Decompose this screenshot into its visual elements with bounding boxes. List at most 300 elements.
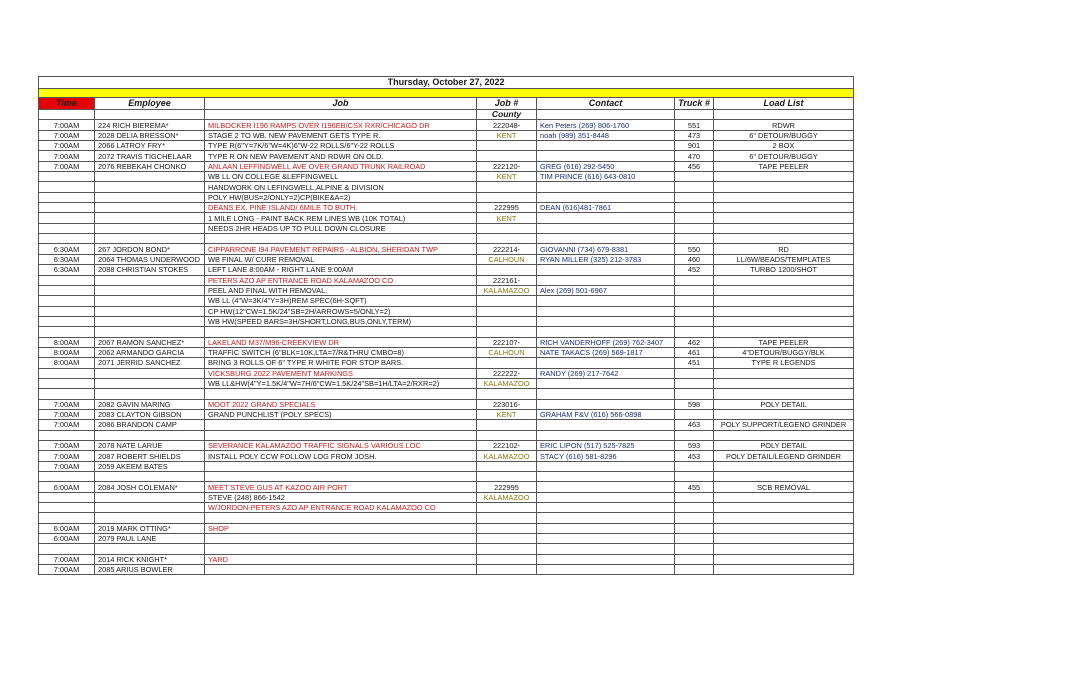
contact-cell [537, 296, 675, 306]
time-cell [39, 285, 95, 295]
truck-cell: 470 [675, 151, 714, 161]
job-cell: GRAND PUNCHLIST (POLY SPECS) [205, 409, 477, 419]
job-cell: TRAFFIC SWITCH (6"BLK=10K,LTA=7/R&THRU CMBO=8) [205, 347, 477, 357]
time-cell: 7:00AM [39, 399, 95, 409]
truck-cell: 551 [675, 120, 714, 130]
truck-cell [675, 544, 714, 554]
job-cell: WB LL ON COLLEGE &LEFFINGWELL [205, 172, 477, 182]
table-row [39, 523, 854, 533]
time-cell [39, 223, 95, 233]
column-header-time: Time [39, 98, 95, 110]
truck-cell [675, 503, 714, 513]
truck-cell: 451 [675, 358, 714, 368]
employee-cell [95, 223, 205, 233]
load-list-cell: POLY DETAIL [714, 441, 854, 451]
load-list-cell [714, 461, 854, 471]
employee-cell: 2072 TRAVIS TIGCHELAAR [95, 151, 205, 161]
job-number-cell: KENT [477, 213, 537, 223]
employee-cell: 2019 MARK OTTING* [95, 523, 205, 533]
job-cell [205, 461, 477, 471]
job-cell: SHOP [205, 523, 477, 533]
job-cell: TYPE R ON NEW PAVEMENT AND RDWR ON OLD. [205, 151, 477, 161]
contact-cell [537, 265, 675, 275]
job-number-cell: KENT [477, 130, 537, 140]
employee-cell [95, 378, 205, 388]
load-list-cell: POLY DETAIL [714, 399, 854, 409]
employee-cell [95, 285, 205, 295]
time-cell: 6:30AM [39, 254, 95, 264]
time-cell [39, 296, 95, 306]
truck-cell [675, 368, 714, 378]
table-row [39, 192, 854, 202]
table-row [39, 461, 854, 471]
time-cell [39, 503, 95, 513]
table-row [39, 347, 854, 357]
table-row [39, 161, 854, 171]
job-number-cell: CALHOUN [477, 347, 537, 357]
contact-cell: GIOVANNI (734) 679-8381 [537, 244, 675, 254]
contact-cell: noah (989) 351-8448 [537, 130, 675, 140]
time-cell [39, 234, 95, 244]
contact-cell [537, 151, 675, 161]
contact-cell [537, 565, 675, 575]
contact-cell [537, 492, 675, 502]
employee-cell: 2083 CLAYTON GIBSON [95, 409, 205, 419]
job-cell: W/JORDON-PETERS AZO AP ENTRANCE ROAD KALAMAZOO CO [205, 503, 477, 513]
employee-cell: 2028 DELIA BRESSON* [95, 130, 205, 140]
job-number-cell [477, 358, 537, 368]
table-row [39, 399, 854, 409]
employee-cell: 2087 ROBERT SHIELDS [95, 451, 205, 461]
employee-cell [95, 192, 205, 202]
truck-cell [675, 234, 714, 244]
load-list-cell: RDWR [714, 120, 854, 130]
job-cell: INSTALL POLY CCW FOLLOW LOG FROM JOSH. [205, 451, 477, 461]
job-cell: LAKELAND M37/M96-CREEKVIEW DR [205, 337, 477, 347]
truck-cell [675, 461, 714, 471]
table-row [39, 368, 854, 378]
contact-cell [537, 534, 675, 544]
job-cell [205, 544, 477, 554]
job-number-cell [477, 141, 537, 151]
job-number-cell: 222214- [477, 244, 537, 254]
load-list-cell: 6" DETOUR/BUGGY [714, 130, 854, 140]
truck-cell [675, 275, 714, 285]
load-list-cell: POLY DETAIL/LEGEND GRINDER [714, 451, 854, 461]
truck-cell: 462 [675, 337, 714, 347]
table-row [39, 389, 854, 399]
truck-cell [675, 213, 714, 223]
contact-cell [537, 399, 675, 409]
truck-cell [675, 378, 714, 388]
job-number-cell [477, 461, 537, 471]
truck-cell [675, 182, 714, 192]
employee-cell: 2071 JERRID SANCHEZ [95, 358, 205, 368]
contact-cell: DEAN (616)481-7861 [537, 203, 675, 213]
job-number-cell [477, 554, 537, 564]
truck-cell [675, 192, 714, 202]
table-row [39, 141, 854, 151]
time-cell: 7:00AM [39, 451, 95, 461]
employee-cell: 2059 AKEEM BATES [95, 461, 205, 471]
job-number-cell: 222048- [477, 120, 537, 130]
time-cell: 7:00AM [39, 161, 95, 171]
job-number-cell [477, 182, 537, 192]
employee-cell: 2062 ARMANDO GARCIA [95, 347, 205, 357]
truck-cell: 550 [675, 244, 714, 254]
employee-cell: 2084 JOSH COLEMAN* [95, 482, 205, 492]
load-list-cell [714, 306, 854, 316]
time-cell [39, 327, 95, 337]
table-row [39, 203, 854, 213]
truck-cell [675, 472, 714, 482]
time-cell: 7:00AM [39, 130, 95, 140]
table-row [39, 327, 854, 337]
truck-cell: 455 [675, 482, 714, 492]
load-list-cell [714, 182, 854, 192]
job-number-cell [477, 306, 537, 316]
job-number-cell: KALAMAZOO [477, 492, 537, 502]
truck-cell [675, 172, 714, 182]
job-cell: HANDWORK ON LEFINGWELL,ALPINE & DIVISION [205, 182, 477, 192]
job-cell [205, 430, 477, 440]
truck-cell [675, 554, 714, 564]
employee-cell [95, 472, 205, 482]
contact-cell [537, 378, 675, 388]
truck-cell: 456 [675, 161, 714, 171]
table-row [39, 296, 854, 306]
truck-cell [675, 306, 714, 316]
contact-cell [537, 223, 675, 233]
load-list-cell [714, 409, 854, 419]
truck-cell [675, 534, 714, 544]
time-cell: 7:00AM [39, 151, 95, 161]
load-list-cell: POLY SUPPORT/LEGEND GRINDER [714, 420, 854, 430]
job-number-cell [477, 544, 537, 554]
contact-cell [537, 182, 675, 192]
contact-cell [537, 503, 675, 513]
table-row [39, 358, 854, 368]
job-cell: CP HW(12"CW=1.5K/24"SB=2H/ARROWS=5/ONLY=2) [205, 306, 477, 316]
job-number-cell: CALHOUN [477, 254, 537, 264]
load-list-cell: SCB REMOVAL [714, 482, 854, 492]
table-row [39, 503, 854, 513]
job-number-cell: 223016- [477, 399, 537, 409]
time-cell [39, 544, 95, 554]
contact-cell: GREG (616) 292-5450 [537, 161, 675, 171]
table-row [39, 441, 854, 451]
schedule-table [38, 76, 854, 575]
truck-cell [675, 523, 714, 533]
load-list-cell [714, 565, 854, 575]
time-cell [39, 472, 95, 482]
truck-cell [675, 492, 714, 502]
load-list-cell [714, 275, 854, 285]
time-cell [39, 213, 95, 223]
job-number-cell [477, 265, 537, 275]
time-cell [39, 275, 95, 285]
time-cell: 7:00AM [39, 441, 95, 451]
job-cell: TYPE R(6"Y=7K/6"W=4K)6"W-22 ROLLS/6"Y-22 ROLLS [205, 141, 477, 151]
truck-cell [675, 296, 714, 306]
time-cell: 6:30AM [39, 244, 95, 254]
contact-cell [537, 513, 675, 523]
job-cell [205, 513, 477, 523]
job-number-cell: 222222- [477, 368, 537, 378]
job-cell: WB LL&HW(4"Y=1.5K/4"W=7H/6"CW=1.5K/24"SB=1H/LTA=2/RXR=2) [205, 378, 477, 388]
employee-cell: 2082 GAVIN MARING [95, 399, 205, 409]
job-cell: STAGE 2 TO WB. NEW PAVEMENT GETS TYPE R. [205, 130, 477, 140]
time-cell: 6:00AM [39, 523, 95, 533]
column-header-employee: Employee [95, 98, 205, 110]
job-cell: DEANS EX. PINE ISLAND/ 6MILE TO BUTH. [205, 203, 477, 213]
table-row [39, 513, 854, 523]
load-list-cell [714, 192, 854, 202]
column-header-county: County [477, 110, 537, 120]
job-cell [205, 565, 477, 575]
contact-cell [537, 523, 675, 533]
employee-cell: 2088 CHRISTIAN STOKES [95, 265, 205, 275]
column-header-load-list: Load List [714, 98, 854, 110]
job-number-cell: 222995 [477, 482, 537, 492]
employee-cell [95, 182, 205, 192]
job-cell: SEVERANCE KALAMAZOO TRAFFIC SIGNALS VARIOUS LOC [205, 441, 477, 451]
employee-cell: 2076 REBEKAH CHONKO [95, 161, 205, 171]
title-row [39, 77, 854, 89]
job-cell: PEEL AND FINAL WITH REMOVAL. [205, 285, 477, 295]
job-number-cell: 222120- [477, 161, 537, 171]
time-cell: 7:00AM [39, 554, 95, 564]
job-cell: YARD [205, 554, 477, 564]
table-row [39, 244, 854, 254]
employee-cell [95, 275, 205, 285]
employee-cell [95, 172, 205, 182]
employee-cell [95, 513, 205, 523]
county-subheader-row [39, 110, 854, 120]
job-cell: BRING 3 ROLLS OF 6" TYPE R WHITE FOR STOP BARS. [205, 358, 477, 368]
table-row [39, 378, 854, 388]
job-cell: MOOT 2022 GRAND SPECIALS [205, 399, 477, 409]
load-list-cell [714, 503, 854, 513]
job-cell: WB HW(SPEED BARS=3H/SHORT,LONG,BUS,ONLY,TERM) [205, 316, 477, 326]
time-cell: 7:00AM [39, 141, 95, 151]
job-cell [205, 234, 477, 244]
truck-cell [675, 327, 714, 337]
job-cell [205, 327, 477, 337]
table-row [39, 472, 854, 482]
load-list-cell: LL/6W/BEADS/TEMPLATES [714, 254, 854, 264]
yellow-banner [39, 89, 854, 98]
table-row [39, 316, 854, 326]
job-number-cell [477, 503, 537, 513]
job-cell [205, 420, 477, 430]
job-number-cell [477, 234, 537, 244]
employee-cell [95, 203, 205, 213]
job-number-cell [477, 192, 537, 202]
time-cell: 8:00AM [39, 347, 95, 357]
table-row [39, 565, 854, 575]
truck-cell [675, 565, 714, 575]
column-header-truck: Truck # [675, 98, 714, 110]
contact-cell: ERIC LIPON (517) 525-7825 [537, 441, 675, 451]
job-cell: NEEDS 2HR HEADS UP TO PULL DOWN CLOSURE [205, 223, 477, 233]
job-number-cell: KENT [477, 409, 537, 419]
contact-cell [537, 461, 675, 471]
contact-cell [537, 192, 675, 202]
load-list-cell [714, 316, 854, 326]
employee-cell [95, 389, 205, 399]
job-number-cell: 222102- [477, 441, 537, 451]
employee-cell: 2085 ARIUS BOWLER [95, 565, 205, 575]
employee-cell [95, 234, 205, 244]
time-cell: 6:00AM [39, 534, 95, 544]
time-cell: 7:00AM [39, 120, 95, 130]
load-list-cell [714, 213, 854, 223]
table-row [39, 492, 854, 502]
job-number-cell [477, 223, 537, 233]
employee-cell [95, 544, 205, 554]
job-number-cell: KENT [477, 172, 537, 182]
time-cell [39, 316, 95, 326]
contact-cell: RYAN MILLER (325) 212-3783 [537, 254, 675, 264]
table-row [39, 265, 854, 275]
load-list-cell: 6" DETOUR/BUGGY [714, 151, 854, 161]
contact-cell: NATE TAKACS (269) 569-1817 [537, 347, 675, 357]
employee-cell [95, 316, 205, 326]
job-number-cell [477, 472, 537, 482]
employee-cell: 2064 THOMAS UNDERWOOD [95, 254, 205, 264]
load-list-cell: RD [714, 244, 854, 254]
job-number-cell [477, 523, 537, 533]
employee-cell: 2086 BRANDON CAMP [95, 420, 205, 430]
contact-cell [537, 234, 675, 244]
load-list-cell [714, 430, 854, 440]
time-cell: 6:30AM [39, 265, 95, 275]
table-row [39, 151, 854, 161]
job-cell [205, 389, 477, 399]
table-row [39, 451, 854, 461]
load-list-cell: 4"DETOUR/BUGGY/BLK [714, 347, 854, 357]
load-list-cell [714, 234, 854, 244]
time-cell [39, 389, 95, 399]
job-number-cell [477, 296, 537, 306]
employee-cell [95, 327, 205, 337]
contact-cell [537, 141, 675, 151]
table-row [39, 554, 854, 564]
job-cell: CIPPARRONE I94 PAVEMENT REPAIRS - ALBION, SHERIDAN TWP [205, 244, 477, 254]
job-number-cell [477, 565, 537, 575]
job-number-cell [477, 420, 537, 430]
time-cell [39, 306, 95, 316]
truck-cell [675, 285, 714, 295]
contact-cell [537, 472, 675, 482]
contact-cell [537, 358, 675, 368]
job-cell: VICKSBURG 2022 PAVEMENT MARKINGS [205, 368, 477, 378]
employee-cell [95, 368, 205, 378]
table-row [39, 234, 854, 244]
employee-cell: 224 RICH BIEREMA* [95, 120, 205, 130]
table-row [39, 223, 854, 233]
time-cell: 7:00AM [39, 420, 95, 430]
time-cell [39, 378, 95, 388]
table-row [39, 285, 854, 295]
truck-cell [675, 203, 714, 213]
load-list-cell [714, 472, 854, 482]
job-number-cell [477, 151, 537, 161]
contact-cell: STACY (616) 581-8296 [537, 451, 675, 461]
table-row [39, 130, 854, 140]
table-row [39, 120, 854, 130]
table-row [39, 172, 854, 182]
truck-cell [675, 223, 714, 233]
job-number-cell: KALAMAZOO [477, 285, 537, 295]
contact-cell: RANDY (269) 217-7642 [537, 368, 675, 378]
job-number-cell [477, 389, 537, 399]
time-cell [39, 430, 95, 440]
load-list-cell [714, 389, 854, 399]
contact-cell [537, 554, 675, 564]
contact-cell: Ken Peters (269) 806-1760 [537, 120, 675, 130]
table-row [39, 306, 854, 316]
employee-cell [95, 492, 205, 502]
time-cell [39, 492, 95, 502]
load-list-cell [714, 203, 854, 213]
table-row [39, 254, 854, 264]
column-header-job: Job [205, 98, 477, 110]
contact-cell [537, 316, 675, 326]
contact-cell: TIM PRINCE (616) 643-0810 [537, 172, 675, 182]
contact-cell [537, 275, 675, 285]
truck-cell: 453 [675, 451, 714, 461]
column-header-row [39, 98, 854, 110]
time-cell [39, 368, 95, 378]
load-list-cell: TAPE PEELER [714, 161, 854, 171]
load-list-cell [714, 544, 854, 554]
contact-cell [537, 306, 675, 316]
table-row [39, 182, 854, 192]
time-cell [39, 172, 95, 182]
job-number-cell: 222161- [477, 275, 537, 285]
employee-cell: 2079 PAUL LANE [95, 534, 205, 544]
job-number-cell: 222995 [477, 203, 537, 213]
job-cell: POLY HW(BUS=2/ONLY=2)CP(BIKE&A=2) [205, 192, 477, 202]
truck-cell: 473 [675, 130, 714, 140]
employee-cell: 267 JORDON BOND* [95, 244, 205, 254]
job-cell: WB FINAL W/ CURE REMOVAL [205, 254, 477, 264]
job-cell: ANLAAN LEFFINGWELL AVE OVER GRAND TRUNK RAILROAD [205, 161, 477, 171]
time-cell [39, 203, 95, 213]
load-list-cell [714, 378, 854, 388]
job-cell [205, 534, 477, 544]
load-list-cell: TURBO 1200/SHOT [714, 265, 854, 275]
load-list-cell [714, 523, 854, 533]
truck-cell [675, 430, 714, 440]
table-row [39, 337, 854, 347]
employee-cell: 2078 NATE LARUE [95, 441, 205, 451]
job-cell: WB LL (4"W=3K/4"Y=3H)REM SPEC(6H-SQFT) [205, 296, 477, 306]
employee-cell [95, 503, 205, 513]
load-list-cell [714, 296, 854, 306]
job-cell: LEFT LANE 8:00AM - RIGHT LANE 9:00AM [205, 265, 477, 275]
job-cell: MEET STEVE GUS AT KAZOO AIR PORT [205, 482, 477, 492]
job-number-cell [477, 430, 537, 440]
contact-cell: GRAHAM F&V (616) 566-0898 [537, 409, 675, 419]
table-row [39, 482, 854, 492]
job-number-cell [477, 327, 537, 337]
job-number-cell [477, 534, 537, 544]
table-row [39, 544, 854, 554]
table-row [39, 430, 854, 440]
